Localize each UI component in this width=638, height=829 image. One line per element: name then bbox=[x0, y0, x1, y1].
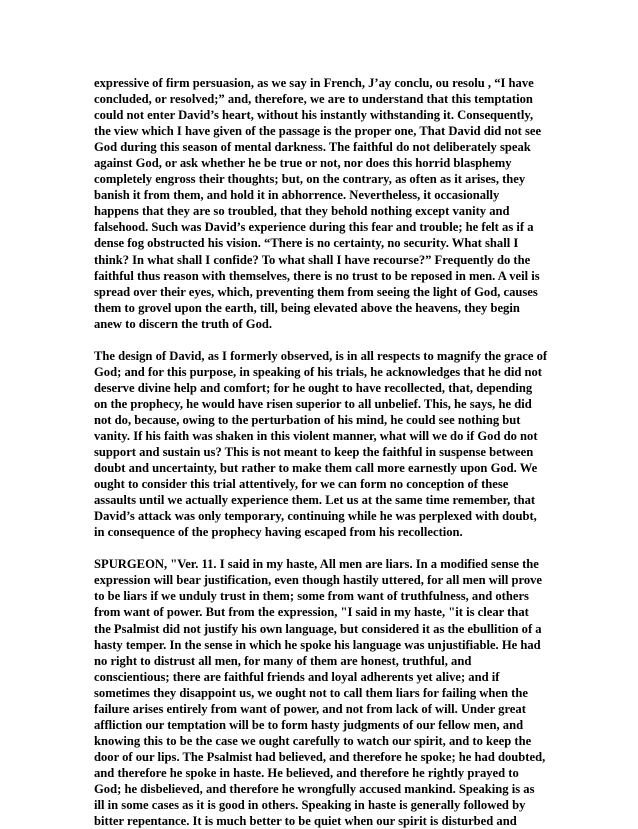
text-line: to be liars if we unduly trust in them; some from want of truthfulness, and others bbox=[94, 589, 529, 604]
text-line: conscientious; there are faithful friends and loyal adherents yet alive; and if bbox=[94, 669, 500, 684]
text-line: banish it from them, and hold it in abhorrence. Nevertheless, it occasionally bbox=[94, 188, 500, 203]
text-line: affliction our temptation will be to form hasty judgments of our fellow men, and bbox=[94, 717, 524, 732]
document-page bbox=[94, 75, 550, 829]
text-line: from want of power. But from the expression, "I said in my haste, "it is clear that bbox=[94, 605, 529, 620]
text-line: anew to discern the truth of God. bbox=[94, 316, 273, 331]
text-line: dense fog obstructed his vision. “There is no certainty, no security. What shall I bbox=[94, 236, 519, 251]
text-line: them to grovel upon the earth, till, being elevated above the heavens, they begin bbox=[94, 300, 520, 315]
text-line: in consequence of the prophecy having escaped from his recollection. bbox=[94, 525, 463, 540]
text-line: ill in some cases as it is good in others. Speaking in haste is generally followed by bbox=[94, 798, 526, 813]
text-line: and therefore he spoke in haste. He believed, and therefore he rightly prayed to bbox=[94, 765, 519, 780]
text-line: God; he disbelieved, and therefore he wrongfully accused mankind. Speaking is as bbox=[94, 781, 535, 796]
text-line: happens that they are so troubled, that they behold nothing except vanity and bbox=[94, 204, 510, 219]
text-line: expression will bear justification, even though hastily uttered, for all men will prove bbox=[94, 573, 543, 588]
text-line: expressive of firm persuasion, as we say in French, J’ay conclu, ou resolu , “I have bbox=[94, 76, 534, 90]
text-line: The design of David, as I formerly observed, is in all respects to magnify the grace of bbox=[94, 348, 548, 363]
text-line: God; and for this purpose, in speaking of his trials, he acknowledges that he did not bbox=[94, 364, 542, 379]
text-line: spread over their eyes, which, preventing them from seeing the light of God, causes bbox=[94, 284, 538, 299]
text-line: failure arises entirely from want of power, and not from lack of will. Under great bbox=[94, 701, 526, 716]
body-paragraph bbox=[94, 348, 550, 541]
text-line: support and sustain us? This is not meant to keep the faithful in suspense between bbox=[94, 445, 534, 460]
text-line: falsehood. Such was David’s experience during this fear and trouble; he felt as if a bbox=[94, 220, 534, 235]
text-line: SPURGEON, "Ver. 11. I said in my haste, All men are liars. In a modified sense the bbox=[94, 557, 539, 572]
body-paragraph bbox=[94, 75, 550, 332]
text-line: ought to consider this trial attentively, for we can form no conception of these bbox=[94, 477, 509, 492]
text-line: the Psalmist did not justify his own language, but considered it as the ebullition of a bbox=[94, 621, 542, 636]
text-line: completely engross their thoughts; but, on the contrary, as often as it arises, they bbox=[94, 172, 526, 187]
text-line: faithful thus reason with themselves, there is no trust to be reposed in men. A veil is bbox=[94, 268, 540, 283]
text-line: sometimes they disappoint us, we ought not to call them liars for failing when the bbox=[94, 685, 528, 700]
text-line: the view which I have given of the passage is the proper one, That David did not see bbox=[94, 124, 542, 139]
text-line: could not enter David’s heart, without his instantly withstanding it. Consequently, bbox=[94, 108, 534, 123]
text-line: doubt and uncertainty, but rather to make them call more earnestly upon God. We bbox=[94, 461, 538, 476]
text-line: assaults until we actually experience them. Let us at the same time remember, that bbox=[94, 493, 536, 508]
text-line: God during this season of mental darkness. The faithful do not deliberately speak bbox=[94, 140, 531, 155]
text-line: not do, because, owing to the perturbation of his mind, he could see nothing but bbox=[94, 412, 521, 427]
text-line: hasty temper. In the sense in which he spoke his language was unjustifiable. He had bbox=[94, 637, 541, 652]
text-line: deserve divine help and comfort; for he ought to have recollected, that, depending bbox=[94, 380, 533, 395]
text-line: David’s attack was only temporary, continuing while he was perplexed with doubt, bbox=[94, 509, 537, 524]
text-line: against God, or ask whether he be true or not, nor does this horrid blasphemy bbox=[94, 156, 512, 171]
text-line: bitter repentance. It is much better to be quiet when our spirit is disturbed and bbox=[94, 814, 517, 829]
text-line: knowing this to be the case we ought carefully to watch our spirit, and to keep the bbox=[94, 733, 532, 748]
text-line: concluded, or resolved;” and, therefore, we are to understand that this temptation bbox=[94, 92, 533, 107]
text-line: vanity. If his faith was shaken in this violent manner, what will we do if God do not bbox=[94, 428, 538, 443]
body-paragraph bbox=[94, 556, 550, 829]
text-line: think? In what shall I confide? To what shall I have recourse?” Frequently do the bbox=[94, 252, 531, 267]
text-line: door of our lips. The Psalmist had believed, and therefore he spoke; he had doubted, bbox=[94, 749, 546, 764]
text-line: on the prophecy, he would have risen superior to all unbelief. This, he says, he did bbox=[94, 396, 532, 411]
text-line: no right to distrust all men, for many of them are honest, truthful, and bbox=[94, 653, 472, 668]
